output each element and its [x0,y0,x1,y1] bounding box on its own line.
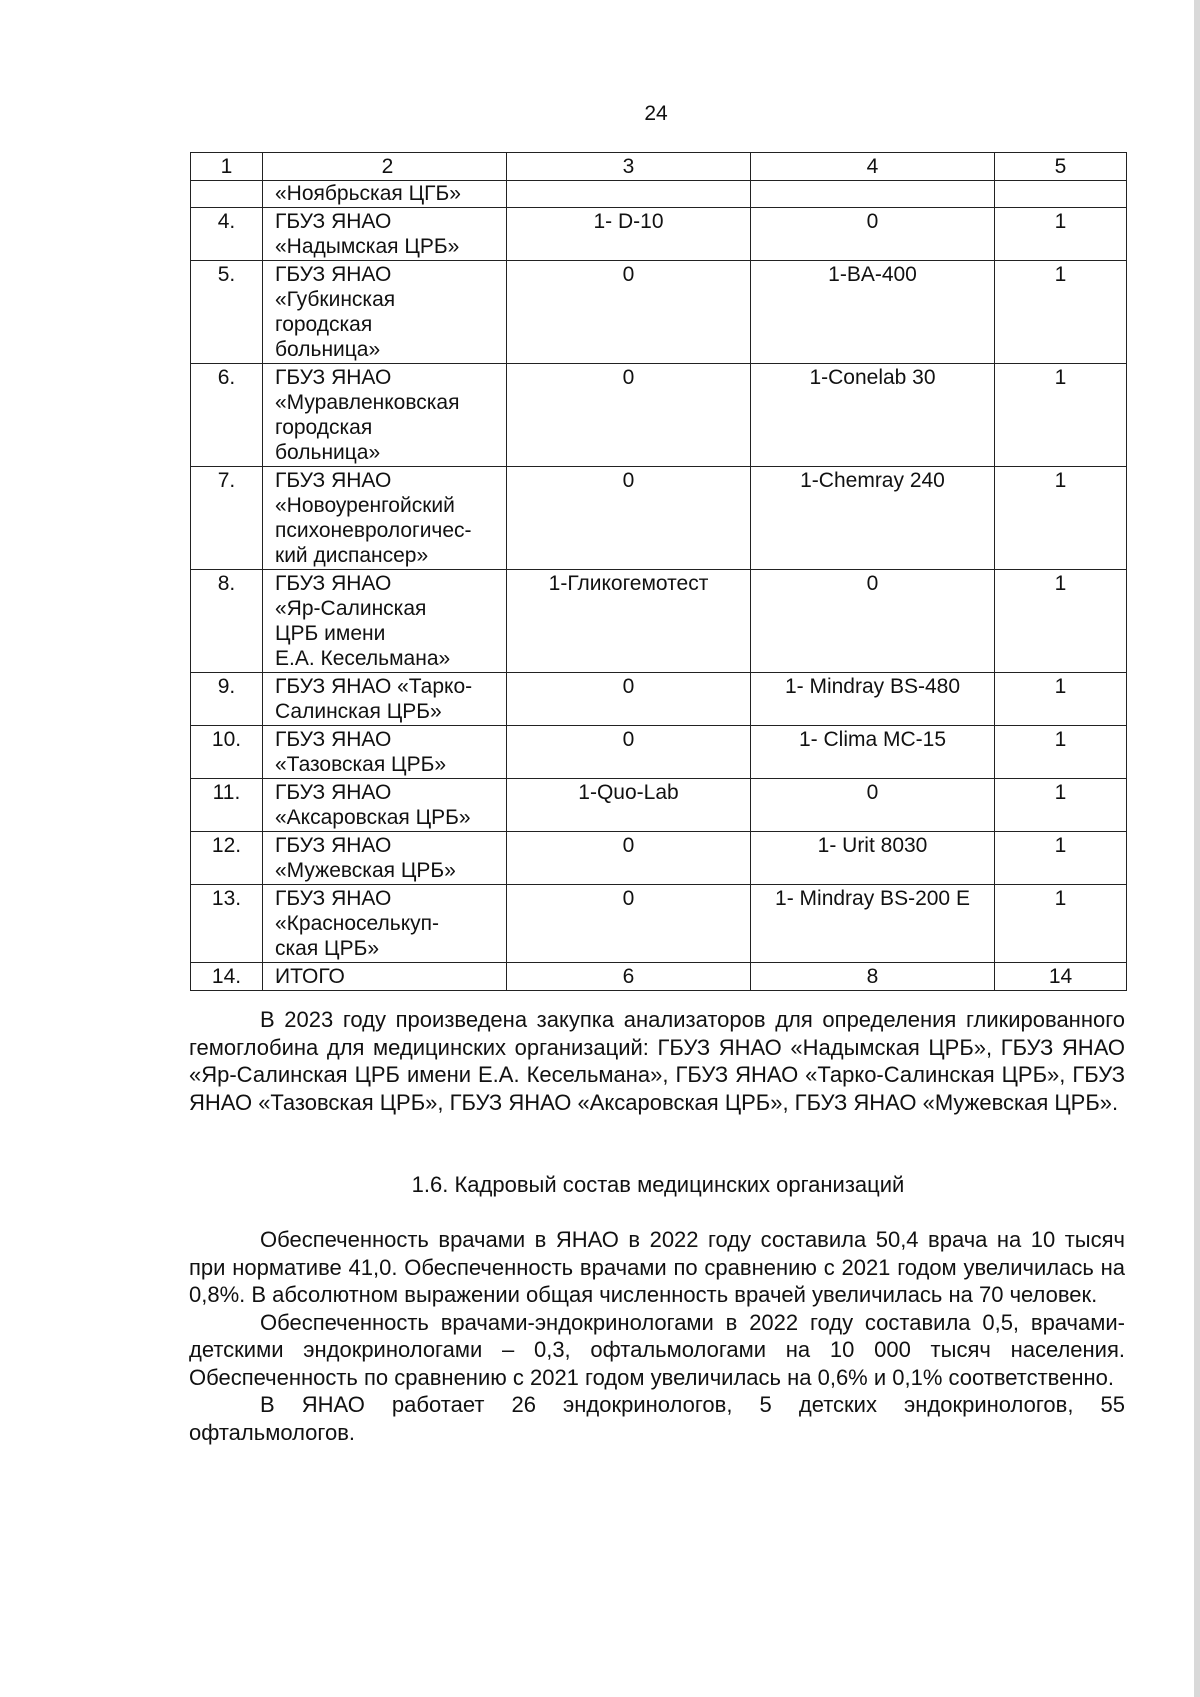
header-cell-5: 5 [995,153,1127,181]
staffing-block [189,1226,1125,1446]
organization-cell: ГБУЗ ЯНАО «Красноселькуп- ская ЦРБ» [263,885,507,963]
column-4-cell: 1- Mindray BS-200 E [751,885,995,963]
table-row [191,181,1127,208]
table-row [191,885,1127,963]
row-number-cell: 9. [191,673,263,726]
table-row [191,467,1127,570]
staffing-paragraph-2: Обеспеченность врачами-эндокринологами в 2022 году составила 0,5, врачами-детскими эндокринологами – 0,3, офтальмологами на 10 000 тысяч населения. Обеспеченность по сравнению с 2021 годом увеличилась на 0,6% и 0,1% соответственно. [189,1309,1125,1390]
column-3-cell: 0 [507,467,751,570]
organization-cell: «Ноябрьская ЦГБ» [263,181,507,208]
table-body [191,153,1127,991]
organization-cell: ГБУЗ ЯНАО «Мужевская ЦРБ» [263,832,507,885]
organization-cell: ГБУЗ ЯНАО «Надымская ЦРБ» [263,208,507,261]
scan-edge [1194,0,1200,1697]
column-3-cell: 0 [507,726,751,779]
table-row [191,570,1127,673]
column-3-cell [507,181,751,208]
column-4-cell: 8 [751,963,995,991]
organization-cell: ГБУЗ ЯНАО «Губкинская городская больница» [263,261,507,364]
organization-cell: ГБУЗ ЯНАО «Муравленковская городская больница» [263,364,507,467]
table-row [191,832,1127,885]
column-5-cell: 1 [995,885,1127,963]
column-5-cell: 1 [995,779,1127,832]
header-cell-3: 3 [507,153,751,181]
row-number-cell: 6. [191,364,263,467]
column-5-cell: 1 [995,832,1127,885]
staffing-paragraph-1: Обеспеченность врачами в ЯНАО в 2022 году составила 50,4 врача на 10 тысяч при нормативе 41,0. Обеспеченность врачами по сравнению с 2021 годом увеличилась на 0,8%. В абсолютном выражении общая численность врачей увеличилась на 70 человек. [189,1227,1125,1307]
row-number-cell: 5. [191,261,263,364]
column-4-cell: 1-Chemray 240 [751,467,995,570]
analyzers-table [190,152,1127,991]
row-number-cell: 4. [191,208,263,261]
column-4-cell: 1-Conelab 30 [751,364,995,467]
row-number-cell: 13. [191,885,263,963]
column-4-cell: 1-BA-400 [751,261,995,364]
column-5-cell: 1 [995,261,1127,364]
column-4-cell: 0 [751,208,995,261]
column-3-cell: 0 [507,832,751,885]
header-cell-1: 1 [191,153,263,181]
column-5-cell [995,181,1127,208]
column-4-cell [751,181,995,208]
table-row [191,364,1127,467]
section-heading: 1.6. Кадровый состав медицинских организаций [411,1172,905,1197]
organization-cell: ИТОГО [263,963,507,991]
column-3-cell: 6 [507,963,751,991]
row-number-cell: 14. [191,963,263,991]
column-5-cell: 1 [995,208,1127,261]
table-row [191,208,1127,261]
row-number-cell: 7. [191,467,263,570]
column-4-cell: 0 [751,779,995,832]
table-row [191,779,1127,832]
row-number-cell: 11. [191,779,263,832]
column-4-cell: 0 [751,570,995,673]
column-3-cell: 0 [507,673,751,726]
column-5-cell: 1 [995,726,1127,779]
staffing-paragraph-3: В ЯНАО работает 26 эндокринологов, 5 детских эндокринологов, 55 офтальмологов. [189,1392,1125,1445]
table-row [191,963,1127,991]
organization-cell: ГБУЗ ЯНАО «Тарко- Салинская ЦРБ» [263,673,507,726]
purchase-block [189,1006,1125,1116]
organization-cell: ГБУЗ ЯНАО «Новоуренгойский психоневрологичес- кий диспансер» [263,467,507,570]
header-cell-4: 4 [751,153,995,181]
column-5-cell: 1 [995,570,1127,673]
header-cell-2: 2 [263,153,507,181]
column-3-cell: 1- D-10 [507,208,751,261]
column-3-cell: 0 [507,885,751,963]
column-3-cell: 1-Quo-Lab [507,779,751,832]
row-number-cell: 8. [191,570,263,673]
organization-cell: ГБУЗ ЯНАО «Тазовская ЦРБ» [263,726,507,779]
column-4-cell: 1- Urit 8030 [751,832,995,885]
column-5-cell: 1 [995,467,1127,570]
column-3-cell: 0 [507,364,751,467]
organization-cell: ГБУЗ ЯНАО «Яр-Салинская ЦРБ имени Е.А. Кесельмана» [263,570,507,673]
organization-cell: ГБУЗ ЯНАО «Аксаровская ЦРБ» [263,779,507,832]
column-5-cell: 1 [995,364,1127,467]
table-row [191,673,1127,726]
column-4-cell: 1- Clima MC-15 [751,726,995,779]
purchase-paragraph: В 2023 году произведена закупка анализаторов для определения гликированного гемоглобина для медицинских организаций: ГБУЗ ЯНАО «Надымская ЦРБ», ГБУЗ ЯНАО «Яр-Салинская ЦРБ имени Е.А. Кесельмана», ГБУЗ ЯНАО «Тарко-Салинская ЦРБ», ГБУЗ ЯНАО «Тазовская ЦРБ», ГБУЗ ЯНАО «Аксаровская ЦРБ», ГБУЗ ЯНАО «Мужевская ЦРБ». [189,1007,1125,1115]
column-5-cell: 14 [995,963,1127,991]
column-5-cell: 1 [995,673,1127,726]
row-number-cell: 10. [191,726,263,779]
column-4-cell: 1- Mindray BS-480 [751,673,995,726]
table-header-row [191,153,1127,181]
table-row [191,261,1127,364]
row-number-cell [191,181,263,208]
column-3-cell: 1-Гликогемотест [507,570,751,673]
page-number: 24 [644,102,668,125]
column-3-cell: 0 [507,261,751,364]
row-number-cell: 12. [191,832,263,885]
table-row [191,726,1127,779]
